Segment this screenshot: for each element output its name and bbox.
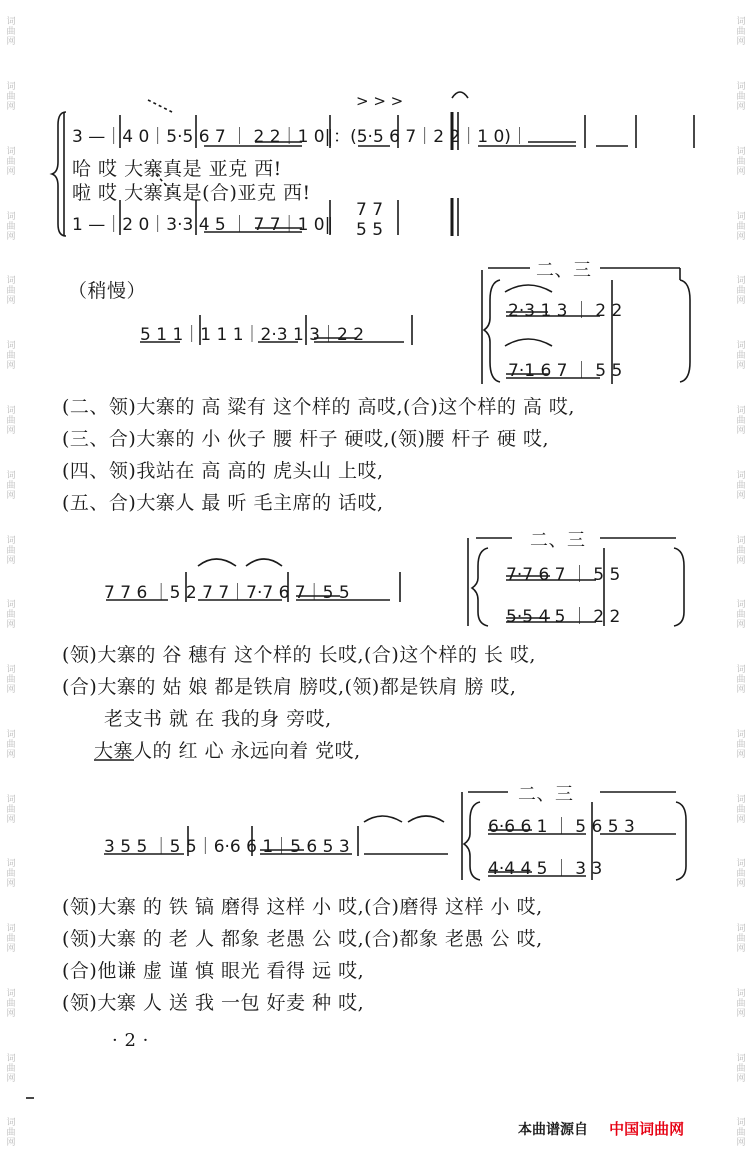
system2-verse-3: (四、领)我站在 高 高的 虎头山 上哎, (62, 460, 384, 482)
system1-bottom-voice: 1 —｜2 0｜3·3 4 5 ｜ 7 7｜1 0‖ (72, 215, 334, 235)
system4-verse-4: (领)大寨 人 送 我 一包 好麦 种 哎, (62, 992, 365, 1014)
system4-volta-bottom: 4·4 4 5 ｜ 3 3 (488, 859, 603, 879)
side-watermark-text: 词曲网 (736, 82, 746, 113)
footer-label: 本曲谱源自 (518, 1122, 588, 1138)
side-watermark-text: 词曲网 (736, 1118, 746, 1149)
system3-volta-bottom: 5·5 4 5 ｜ 2 2 (506, 607, 621, 627)
system3-volta-top: 7·7 6 7 ｜ 5 5 (506, 565, 621, 585)
system3-volta-label: 二、三 (530, 530, 586, 551)
side-watermark-text: 词曲网 (6, 665, 16, 696)
side-watermark-text: 词曲网 (736, 794, 746, 825)
side-watermark-text: 词曲网 (736, 665, 746, 696)
system4-verse-3: (合)他谦 虚 谨 慎 眼光 看得 远 哎, (62, 960, 365, 982)
system2-volta-bottom: 7·1 6 7 ｜ 5 5 (508, 361, 623, 381)
system4-melody: 3 5 5 ｜5 5｜6·6 6 1｜5 6 5 3 (104, 837, 350, 857)
system4-verse-1: (领)大寨 的 铁 镐 磨得 这样 小 哎,(合)磨得 这样 小 哎, (62, 896, 543, 918)
side-watermark-text: 词曲网 (736, 146, 746, 177)
side-watermark-text: 词曲网 (736, 470, 746, 501)
page-number: · 2 · (112, 1030, 149, 1051)
system3-verse-1: (领)大寨的 谷 穗有 这个样的 长哎,(合)这个样的 长 哎, (62, 644, 536, 666)
system1-lyric-1: 哈 哎 大寨真是 亚克 西! (72, 158, 282, 180)
system3-melody: 7 7 6 ｜5 2 7 7｜7·7 6 7｜5 5 (104, 583, 350, 603)
side-watermark-text: 词曲网 (6, 859, 16, 890)
side-watermark-text: 词曲网 (736, 859, 746, 890)
system2-melody: 5 1 1｜1 1 1｜2·3 1 3｜2 2 (140, 325, 365, 345)
side-watermark-text: 词曲网 (736, 17, 746, 48)
side-watermark-text: 词曲网 (6, 276, 16, 307)
side-watermark-text: 词曲网 (6, 988, 16, 1019)
side-watermark-text: 词曲网 (736, 276, 746, 307)
system1-lyric-2: 啦 哎 大寨真是(合)亚克 西! (72, 182, 311, 204)
system2-volta-label: 二、三 (536, 260, 592, 281)
system2-verse-2: (三、合)大寨的 小 伙子 腰 杆子 硬哎,(领)腰 杆子 硬 哎, (62, 428, 550, 450)
accent-marks: > > > (356, 92, 404, 110)
system2-verse-4: (五、合)大寨人 最 听 毛主席的 话哎, (62, 492, 384, 514)
footer-source (518, 1118, 684, 1139)
side-watermark-text: 词曲网 (736, 988, 746, 1019)
side-watermark-text: 词曲网 (6, 794, 16, 825)
side-watermark-text: 词曲网 (6, 211, 16, 242)
side-watermark-text: 词曲网 (736, 211, 746, 242)
side-watermark-text: 词曲网 (6, 17, 16, 48)
side-watermark-text: 词曲网 (6, 82, 16, 113)
footer-site-link[interactable]: 中国词曲网 (609, 1120, 685, 1138)
system2-volta-top: 2·3 1 3 ｜ 2 2 (508, 301, 623, 321)
side-watermark-text: 词曲网 (6, 600, 16, 631)
system4-volta-top: 6·6 6 1 ｜ 5 6 5 3 (488, 817, 635, 837)
side-watermark-text: 词曲网 (736, 535, 746, 566)
system3-verse-3: 老支书 就 在 我的身 旁哎, (104, 708, 332, 730)
system4-verse-2: (领)大寨 的 老 人 都象 老愚 公 哎,(合)都象 老愚 公 哎, (62, 928, 543, 950)
side-watermark-text: 词曲网 (736, 1053, 746, 1084)
system3-verse-2: (合)大寨的 姑 娘 都是铁肩 膀哎,(领)都是铁肩 膀 哎, (62, 676, 517, 698)
tempo-marking: （稍慢） (68, 280, 147, 302)
system3-verse-4: 大寨人的 红 心 永远向着 党哎, (94, 740, 361, 762)
system4-volta-label: 二、三 (518, 784, 574, 805)
side-watermark-text: 词曲网 (736, 729, 746, 760)
side-watermark-text: 词曲网 (736, 405, 746, 436)
system1-chord-lower: 5 5 (356, 220, 384, 240)
side-watermark-text: 词曲网 (736, 924, 746, 955)
side-watermark-text: 词曲网 (6, 535, 16, 566)
side-watermark-text: 词曲网 (6, 146, 16, 177)
system2-verse-1: (二、领)大寨的 高 粱有 这个样的 高哎,(合)这个样的 高 哎, (62, 396, 575, 418)
system1-chord-upper: 7 7 (356, 200, 384, 220)
side-watermark-text: 词曲网 (6, 1118, 16, 1149)
side-watermark-text: 词曲网 (736, 600, 746, 631)
side-watermark-text: 词曲网 (736, 341, 746, 372)
side-watermark-text: 词曲网 (6, 341, 16, 372)
side-watermark-text: 词曲网 (6, 405, 16, 436)
system1-top-voice: 3 —｜4 0｜5·5 6 7 ｜ 2 2｜1 0‖：(5·5 6 7｜2 2｜1 0)｜ (72, 127, 528, 147)
side-watermark-text: 词曲网 (6, 1053, 16, 1084)
side-watermark-text: 词曲网 (6, 470, 16, 501)
side-watermark-text: 词曲网 (6, 729, 16, 760)
side-watermark-text: 词曲网 (6, 924, 16, 955)
